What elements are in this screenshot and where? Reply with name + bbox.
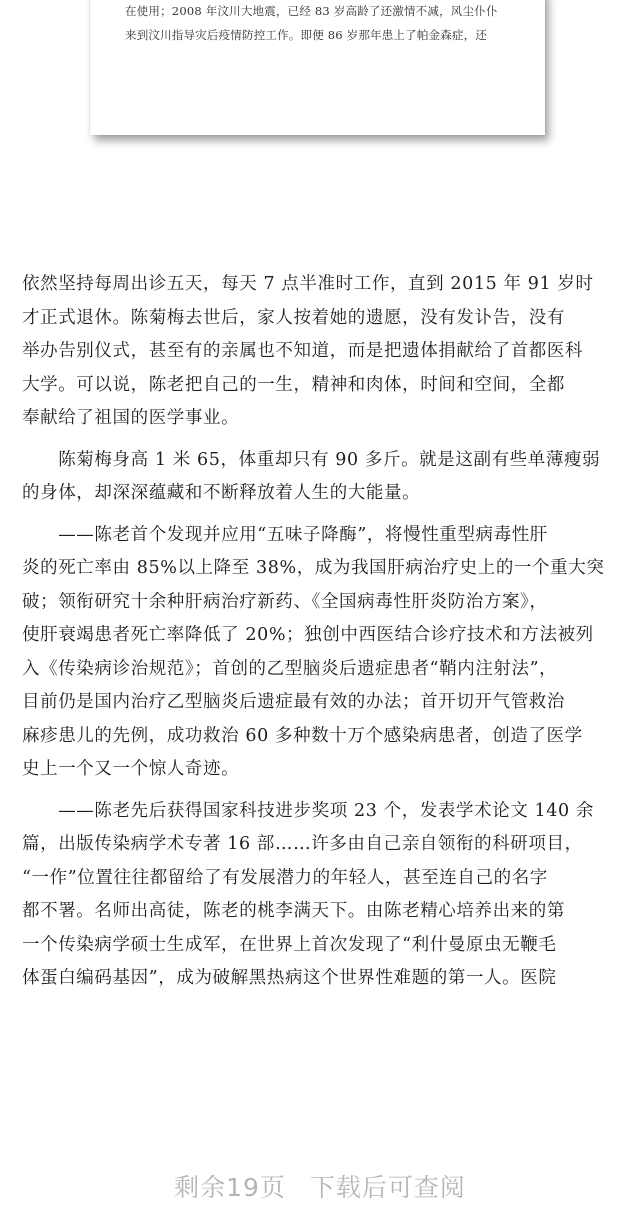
remaining-pages-label: 剩余19页 xyxy=(174,1173,286,1202)
paragraph-4 xyxy=(22,795,618,996)
previous-page-preview xyxy=(0,0,640,160)
text-line: 都不署。名师出高徒，陈老的桃李满天下。由陈老精心培养出来的第 xyxy=(22,901,565,921)
text-line: 体蛋白编码基因”，成为破解黑热病这个世界性难题的第一人。医院 xyxy=(22,968,557,988)
text-line: “一作”位置往往都留给了有发展潜力的年轻人，甚至连自己的名字 xyxy=(22,867,548,888)
page-card xyxy=(90,0,545,135)
paragraph-3 xyxy=(22,519,618,787)
text-line: 破；领衔研究十余种肝病治疗新药、《全国病毒性肝炎防治方案》， xyxy=(22,591,548,612)
text-line: ——陈老先后获得国家科技进步奖项 23 个，发表学术论文 140 余 xyxy=(22,800,595,821)
preview-line-2: 来到汶川指导灾后疫情防控工作。即便 86 岁那年患上了帕金森症，还 xyxy=(125,28,488,42)
text-line: 麻疹患儿的先例，成功救治 60 多种数十万个感染病患者，创造了医学 xyxy=(22,725,583,746)
paragraph-2 xyxy=(22,444,618,511)
download-prompt[interactable] xyxy=(174,1168,466,1204)
article-body xyxy=(22,268,618,996)
text-line: 才正式退休。陈菊梅去世后，家人按着她的遗愿，没有发讣告，没有 xyxy=(22,307,565,328)
text-line: 入《传染病诊治规范》；首创的乙型脑炎后遗症患者“鞘内注射法”， xyxy=(22,658,558,679)
download-banner[interactable] xyxy=(0,1144,640,1228)
text-line: 使肝衰竭患者死亡率降低了 20%；独创中西医结合诊疗技术和方法被列 xyxy=(22,625,594,645)
text-line: ——陈老首个发现并应用“五味子降酶”，将慢性重型病毒性肝 xyxy=(22,524,548,545)
text-line: 史上一个又一个惊人奇迹。 xyxy=(22,759,240,779)
text-line: 依然坚持每周出诊五天，每天 7 点半准时工作，直到 2015 年 91 岁时 xyxy=(22,274,594,294)
text-line: 炎的死亡率由 85%以上降至 38%，成为我国肝病治疗史上的一个重大突 xyxy=(22,558,605,578)
preview-line-1: 在使用；2008 年汶川大地震，已经 83 岁高龄了还激情不减，风尘仆仆 xyxy=(125,4,498,18)
text-line: 奉献给了祖国的医学事业。 xyxy=(22,408,240,428)
text-line: 的身体，却深深蕴藏和不断释放着人生的大能量。 xyxy=(22,483,421,503)
text-line: 大学。可以说，陈老把自己的一生，精神和肉体，时间和空间，全都 xyxy=(22,374,565,395)
text-line: 陈菊梅身高 1 米 65，体重却只有 90 多斤。就是这副有些单薄瘦弱 xyxy=(22,449,601,470)
paragraph-1 xyxy=(22,268,618,436)
text-line: 篇，出版传染病学术专著 16 部……许多由自己亲自领衔的科研项目， xyxy=(22,834,583,854)
text-line: 目前仍是国内治疗乙型脑炎后遗症最有效的办法；首开切开气管救治 xyxy=(22,692,565,712)
download-label: 下载后可查阅 xyxy=(309,1173,466,1202)
text-line: 举办告别仪式，甚至有的亲属也不知道，而是把遗体捐献给了首都医科 xyxy=(22,341,584,361)
text-line: 一个传染病学硕士生成军，在世界上首次发现了“利什曼原虫无鞭毛 xyxy=(22,934,557,955)
